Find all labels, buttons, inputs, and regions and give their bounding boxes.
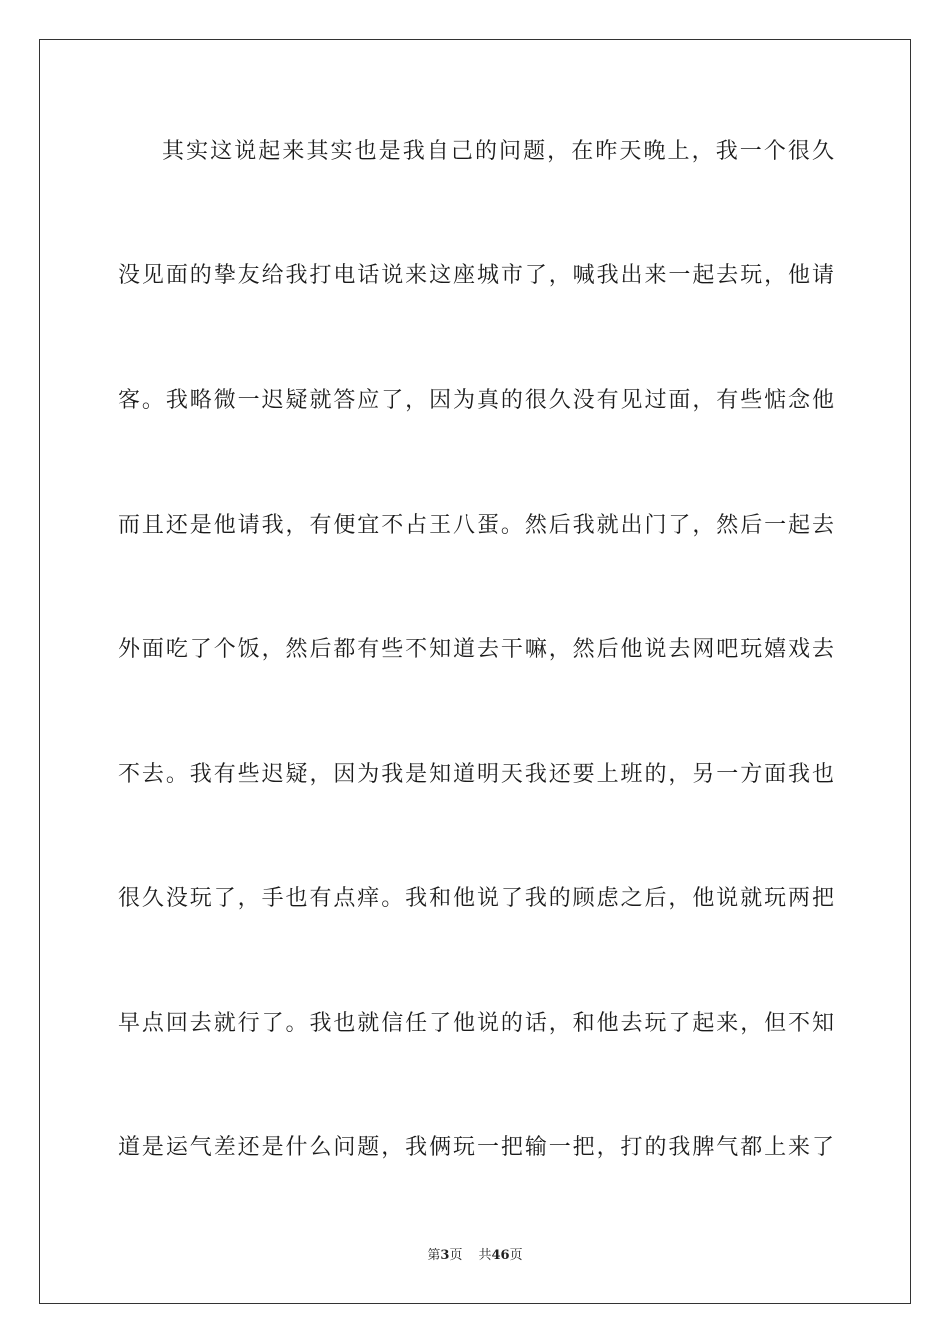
paragraph-line-4: 而且还是他请我，有便宜不占王八蛋。然后我就出门了，然后一起去	[118, 513, 834, 538]
total-prefix: 共	[478, 1248, 492, 1263]
paragraph-line-2: 没见面的挚友给我打电话说来这座城市了，喊我出来一起去玩，他请	[118, 263, 834, 288]
paragraph-line-1: 其实这说起来其实也是我自己的问题，在昨天晚上，我一个很久	[162, 139, 834, 164]
paragraph-line-7: 很久没玩了，手也有点痒。我和他说了我的顾虑之后，他说就玩两把	[118, 886, 834, 911]
page-footer	[0, 1247, 950, 1265]
page-border	[39, 39, 911, 1304]
page-suffix: 页	[449, 1248, 463, 1263]
paragraph-line-9: 道是运气差还是什么问题，我俩玩一把输一把，打的我脾气都上来了	[118, 1135, 834, 1160]
page-number: 3	[440, 1248, 450, 1263]
paragraph-line-3: 客。我略微一迟疑就答应了，因为真的很久没有见过面，有些惦念他	[118, 388, 834, 413]
paragraph-line-5: 外面吃了个饭，然后都有些不知道去干嘛，然后他说去网吧玩嬉戏去	[118, 637, 834, 662]
paragraph-line-8: 早点回去就行了。我也就信任了他说的话，和他去玩了起来，但不知	[118, 1011, 834, 1036]
page-prefix: 第	[427, 1248, 441, 1263]
total-suffix: 页	[509, 1248, 523, 1263]
paragraph-line-6: 不去。我有些迟疑，因为我是知道明天我还要上班的，另一方面我也	[118, 762, 834, 787]
total-pages: 46	[491, 1248, 510, 1263]
